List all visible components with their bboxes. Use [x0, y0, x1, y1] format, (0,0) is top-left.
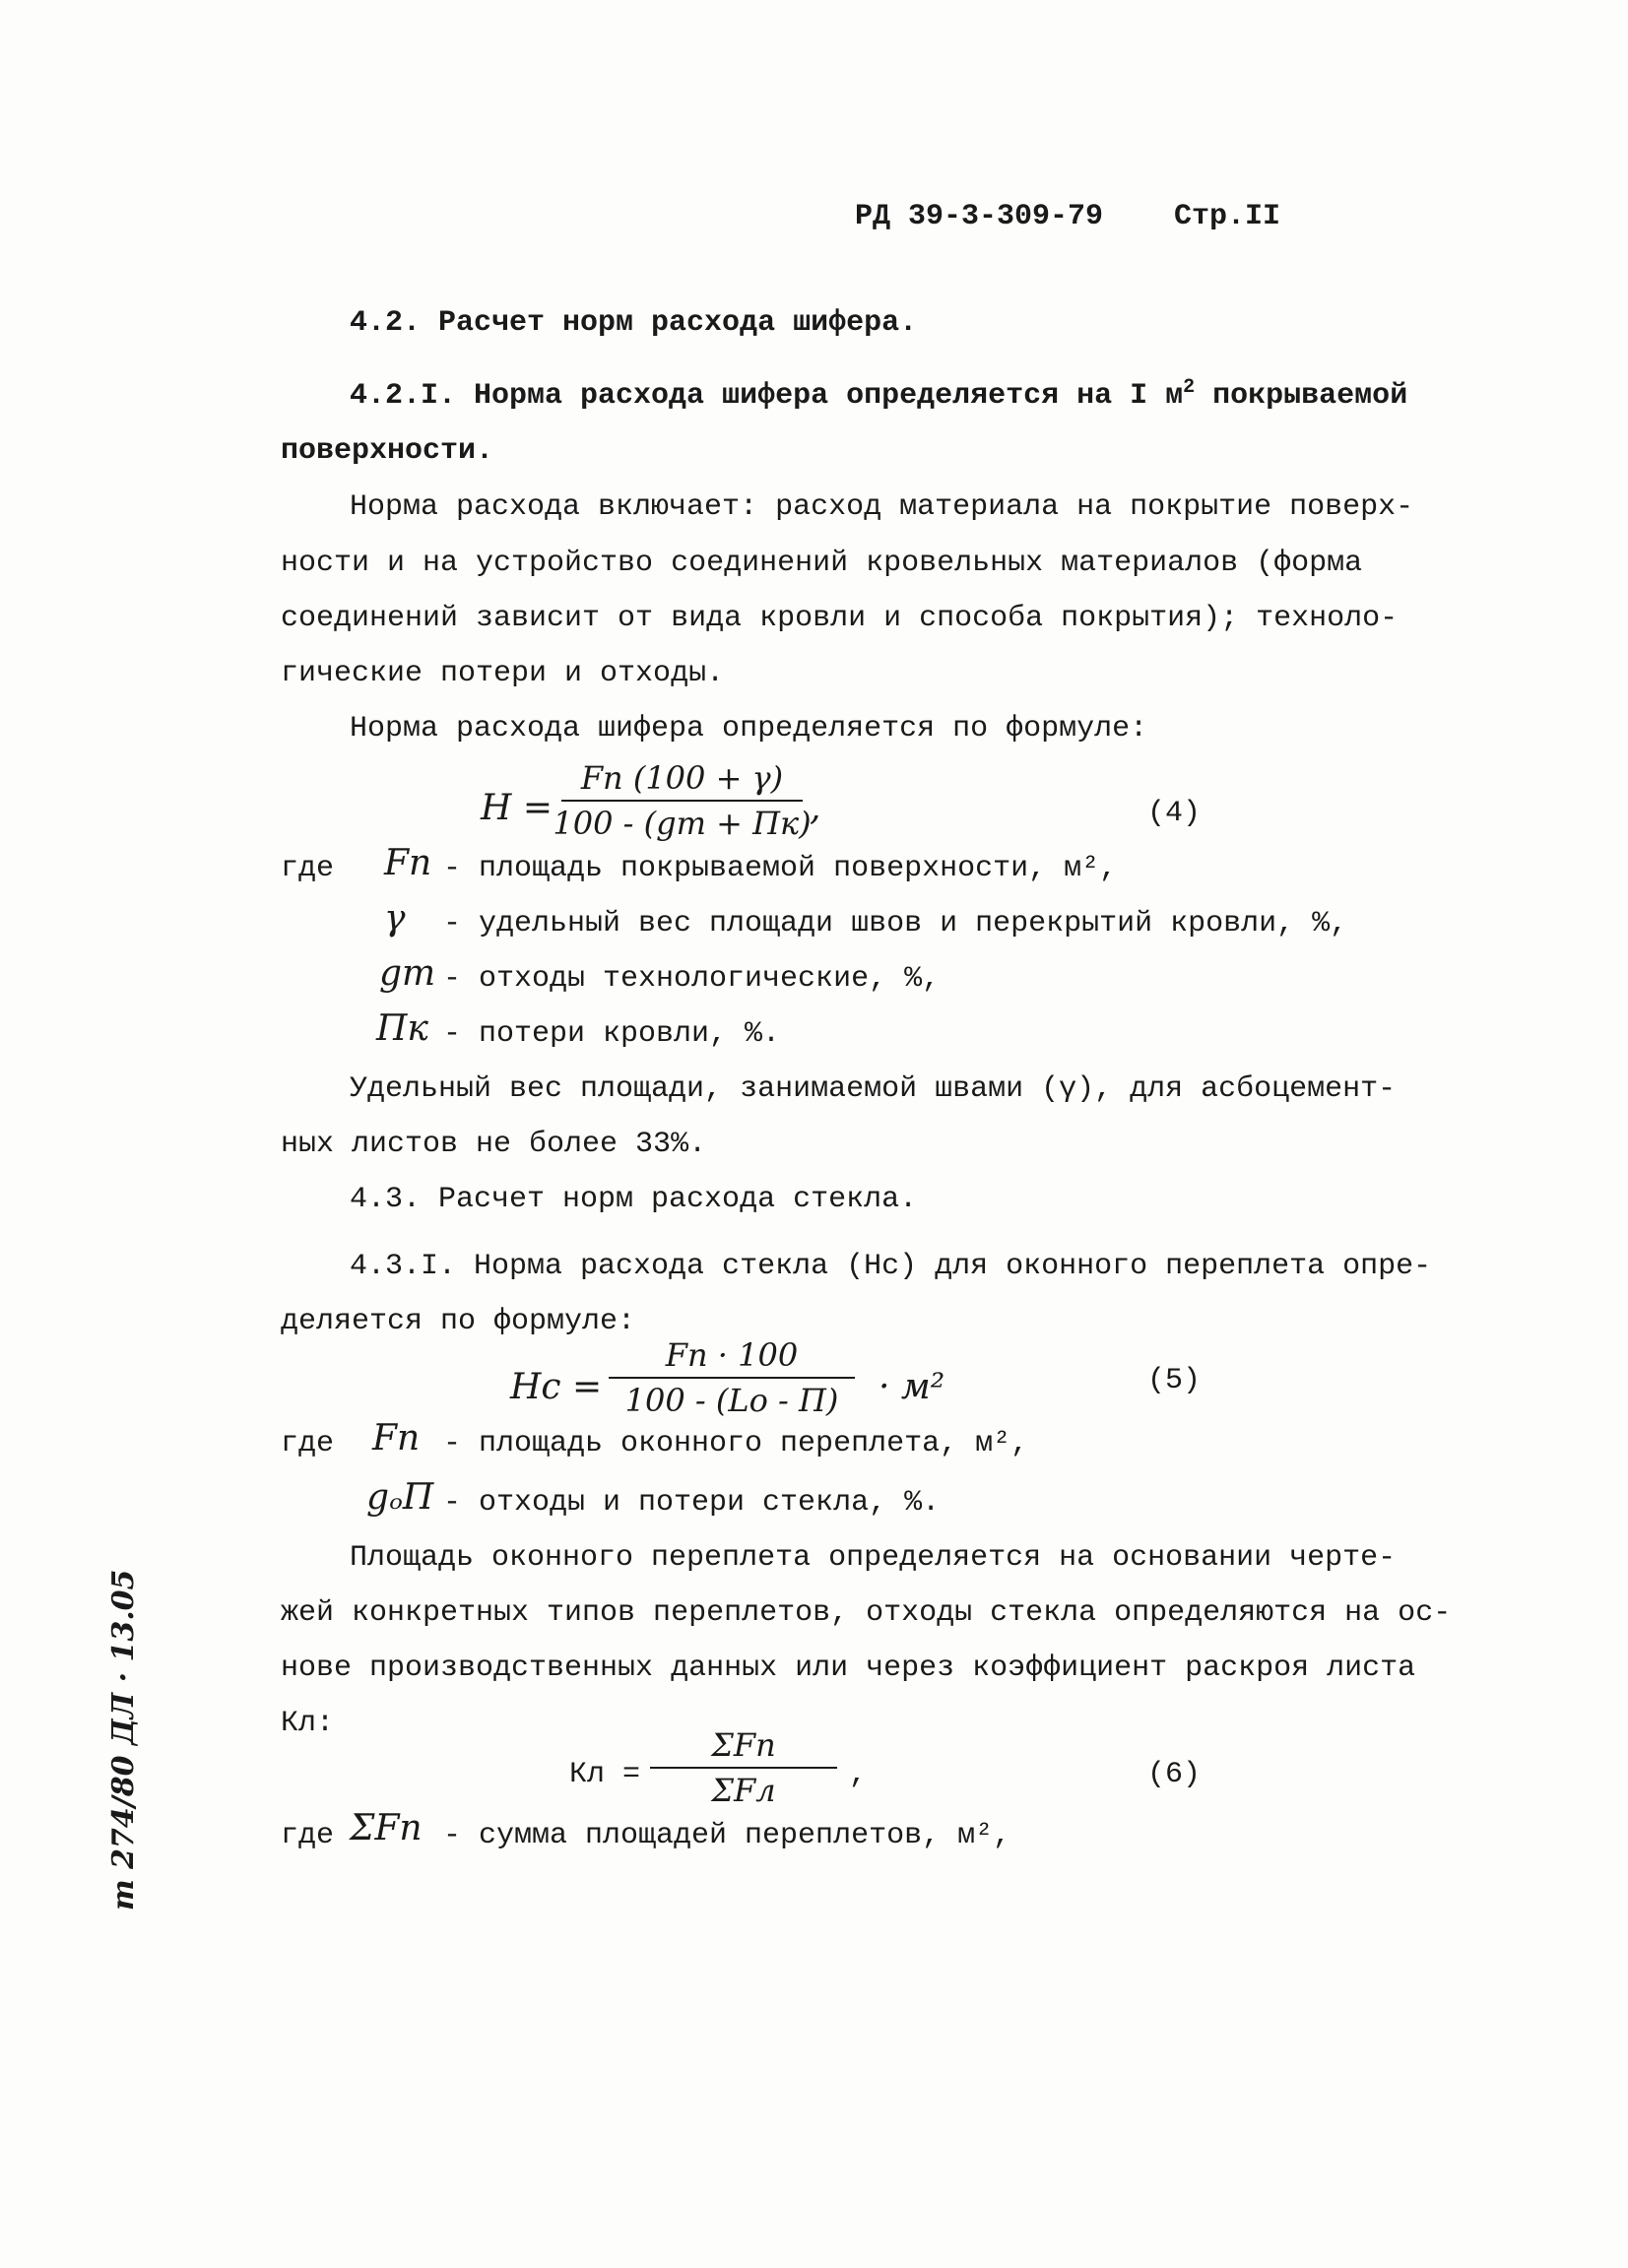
- fraction-bar: [650, 1767, 837, 1769]
- where-word: где: [281, 1819, 335, 1852]
- paragraph-line: Норма расхода включает: расход материала на покрытие поверх-: [350, 490, 1414, 524]
- def-text: - отходы технологические, %,: [443, 962, 941, 996]
- paragraph-line: деляется по формуле:: [281, 1305, 636, 1338]
- paragraph-line: гические потери и отходы.: [281, 657, 725, 690]
- formula-6-fraction: [650, 1725, 837, 1810]
- paragraph-4-2-1-line1: [350, 376, 1407, 416]
- def-symbol: gₒП: [366, 1477, 434, 1518]
- paragraph-line: жей конкретных типов переплетов, отходы стекла определяются на ос-: [281, 1596, 1452, 1630]
- section-4-2-title: 4.2. Расчет норм расхода шифера.: [350, 306, 918, 340]
- paragraph-4-2-1-line2: поверхности.: [281, 434, 494, 468]
- paragraph-line: Норма расхода шифера определяется по формуле:: [350, 712, 1148, 745]
- formula-4-trail: ,: [810, 788, 821, 828]
- where-word: где: [281, 852, 335, 885]
- paragraph-line: Площадь оконного переплета определяется на основании черте-: [350, 1541, 1397, 1575]
- formula-4-fraction: [553, 758, 812, 843]
- superscript: 2: [1183, 376, 1196, 399]
- paragraph-line: ных листов не более 33%.: [281, 1128, 707, 1161]
- def-text: - удельный вес площади швов и перекрытий кровли, %,: [443, 907, 1348, 940]
- formula-6-trail: ,: [849, 1758, 868, 1791]
- formula-5-trail: · м²: [879, 1367, 945, 1407]
- def-symbol: γ: [384, 898, 406, 939]
- handwritten-margin-note: т 274/80 ДЛ · 13.05: [106, 1569, 141, 1911]
- fraction-bar: [609, 1377, 855, 1379]
- formula-6-lhs: Кл =: [569, 1758, 641, 1791]
- formula-5-denominator: 100 - (Lо - П): [624, 1382, 839, 1419]
- page-number: Стр.II: [1174, 200, 1281, 233]
- def-symbol: Fп: [372, 1418, 421, 1458]
- section-4-3-title: 4.3. Расчет норм расхода стекла.: [350, 1183, 918, 1216]
- formula-4-denominator: 100 - (gт + Пк): [553, 805, 812, 842]
- def-text: - сумма площадей переплетов, м²,: [443, 1819, 1011, 1852]
- text: 4.2.I. Норма расхода шифера определяется на I м: [350, 379, 1184, 413]
- def-text: - площадь оконного переплета, м²,: [443, 1427, 1029, 1460]
- formula-5-number: (5): [1147, 1364, 1202, 1397]
- def-symbol: Fп: [384, 843, 432, 883]
- def-text: - площадь покрываемой поверхности, м²,: [443, 852, 1118, 885]
- formula-5-fraction: [609, 1335, 855, 1420]
- formula-6-numerator: ΣFп: [711, 1726, 776, 1764]
- where-word: где: [281, 1427, 335, 1460]
- def-symbol: ΣFп: [350, 1808, 423, 1848]
- formula-4-numerator: Fп (100 + γ): [580, 759, 784, 797]
- def-text: - отходы и потери стекла, %.: [443, 1486, 941, 1520]
- formula-4-lhs: H =: [481, 788, 554, 828]
- formula-6-denominator: ΣFл: [711, 1772, 776, 1809]
- text: покрываемой: [1195, 379, 1408, 413]
- paragraph-line: соединений зависит от вида кровли и способа покрытия); техноло-: [281, 602, 1399, 635]
- formula-5-lhs: Hс =: [510, 1367, 603, 1407]
- paragraph-line: 4.3.I. Норма расхода стекла (Hс) для оконного переплета опре-: [350, 1250, 1432, 1283]
- paragraph-line: нове производственных данных или через коэффициент раскроя листа: [281, 1652, 1416, 1685]
- def-symbol: Пк: [376, 1008, 428, 1049]
- paragraph-line: Удельный вес площади, занимаемой швами (γ), для асбоцемент-: [350, 1072, 1397, 1106]
- fraction-bar: [561, 800, 803, 802]
- formula-5-numerator: Fп · 100: [665, 1336, 799, 1374]
- def-symbol: gт: [379, 953, 436, 994]
- formula-4-number: (4): [1147, 797, 1202, 830]
- paragraph-line: ности и на устройство соединений кровельных материалов (форма: [281, 547, 1363, 580]
- document-code: РД 39-3-309-79: [855, 200, 1104, 233]
- def-text: - потери кровли, %.: [443, 1017, 781, 1051]
- paragraph-line: Кл:: [281, 1707, 335, 1740]
- formula-6-number: (6): [1147, 1758, 1202, 1791]
